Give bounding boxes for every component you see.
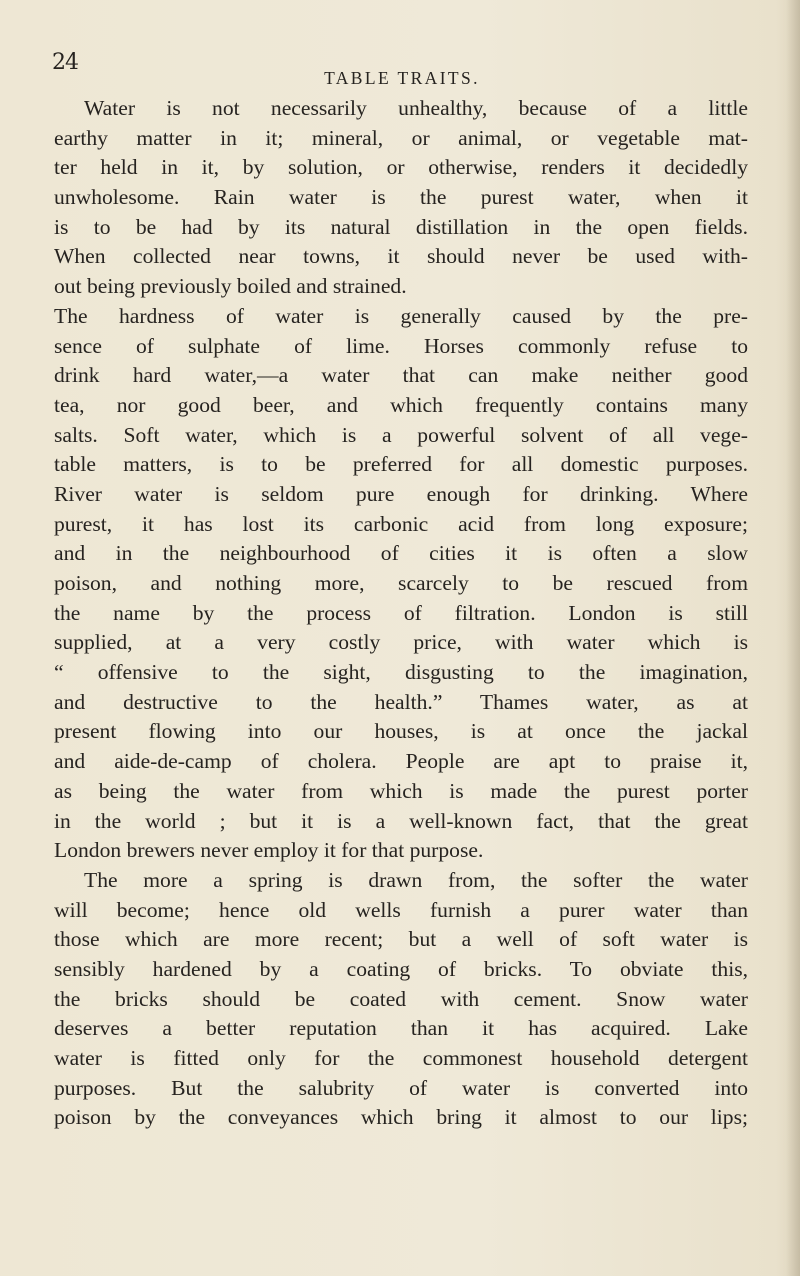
text-line: in the world ; but it is a well-known fact, that the great: [54, 808, 748, 833]
page-header: [52, 50, 752, 92]
text-line: Water is not necessarily unhealthy, because of a little: [84, 96, 748, 120]
text-line: When collected near towns, it should never be used with-: [54, 244, 748, 269]
text-line: ter held in it, by solution, or otherwise, renders it decidedly: [54, 155, 748, 180]
page-edge-shadow: [786, 0, 800, 1276]
body-text: [54, 94, 748, 1133]
text-line: purposes. But the salubrity of water is converted into: [54, 1075, 748, 1100]
page-number: 24: [52, 50, 78, 75]
text-line: unwholesome. Rain water is the purest water, when it: [54, 185, 748, 210]
text-line: supplied, at a very costly price, with water which is: [54, 630, 748, 655]
text-line: the bricks should be coated with cement. Snow water: [54, 986, 748, 1011]
text-line: out being previously boiled and strained.: [54, 274, 407, 299]
text-line: those which are more recent; but a well of soft water is: [54, 927, 748, 952]
text-line: sence of sulphate of lime. Horses commonly refuse to: [54, 333, 748, 358]
text-line: “ offensive to the sight, disgusting to the imagination,: [54, 660, 748, 685]
text-line: deserves a better reputation than it has acquired. Lake: [54, 1016, 748, 1041]
text-line: poison, and nothing more, scarcely to be rescued from: [54, 571, 748, 595]
text-line: purest, it has lost its carbonic acid from long exposure;: [54, 511, 748, 536]
text-line: and aide-de-camp of cholera. People are apt to praise it,: [54, 749, 748, 774]
text-line: is to be had by its natural distillation in the open fields.: [54, 214, 748, 239]
text-line: River water is seldom pure enough for drinking. Where: [54, 481, 748, 506]
text-line: the name by the process of filtration. London is still: [54, 600, 748, 625]
running-head: TABLE TRAITS.: [324, 68, 480, 88]
text-line: drink hard water,—a water that can make neither good: [54, 363, 748, 388]
text-line: salts. Soft water, which is a powerful solvent of all vege-: [54, 422, 748, 447]
text-line: earthy matter in it; mineral, or animal, or vegetable mat-: [54, 125, 748, 150]
text-line: poison by the conveyances which bring it almost to our lips;: [54, 1105, 748, 1130]
text-line: London brewers never employ it for that purpose.: [54, 838, 484, 863]
text-line: tea, nor good beer, and which frequently contains many: [54, 392, 748, 417]
text-line: present flowing into our houses, is at once the jackal: [54, 719, 748, 744]
text-line: The more a spring is drawn from, the softer the water: [84, 867, 748, 892]
text-line: The hardness of water is generally caused by the pre-: [54, 303, 748, 328]
text-line: as being the water from which is made the purest porter: [54, 778, 748, 803]
text-line: water is fitted only for the commonest household detergent: [54, 1046, 748, 1070]
text-line: and destructive to the health.” Thames water, as at: [54, 689, 748, 714]
text-line: will become; hence old wells furnish a purer water than: [54, 897, 748, 922]
text-line: and in the neighbourhood of cities it is often a slow: [54, 541, 748, 566]
text-line: table matters, is to be preferred for all domestic purposes.: [54, 452, 748, 477]
text-line: sensibly hardened by a coating of bricks. To obviate this,: [54, 956, 748, 981]
